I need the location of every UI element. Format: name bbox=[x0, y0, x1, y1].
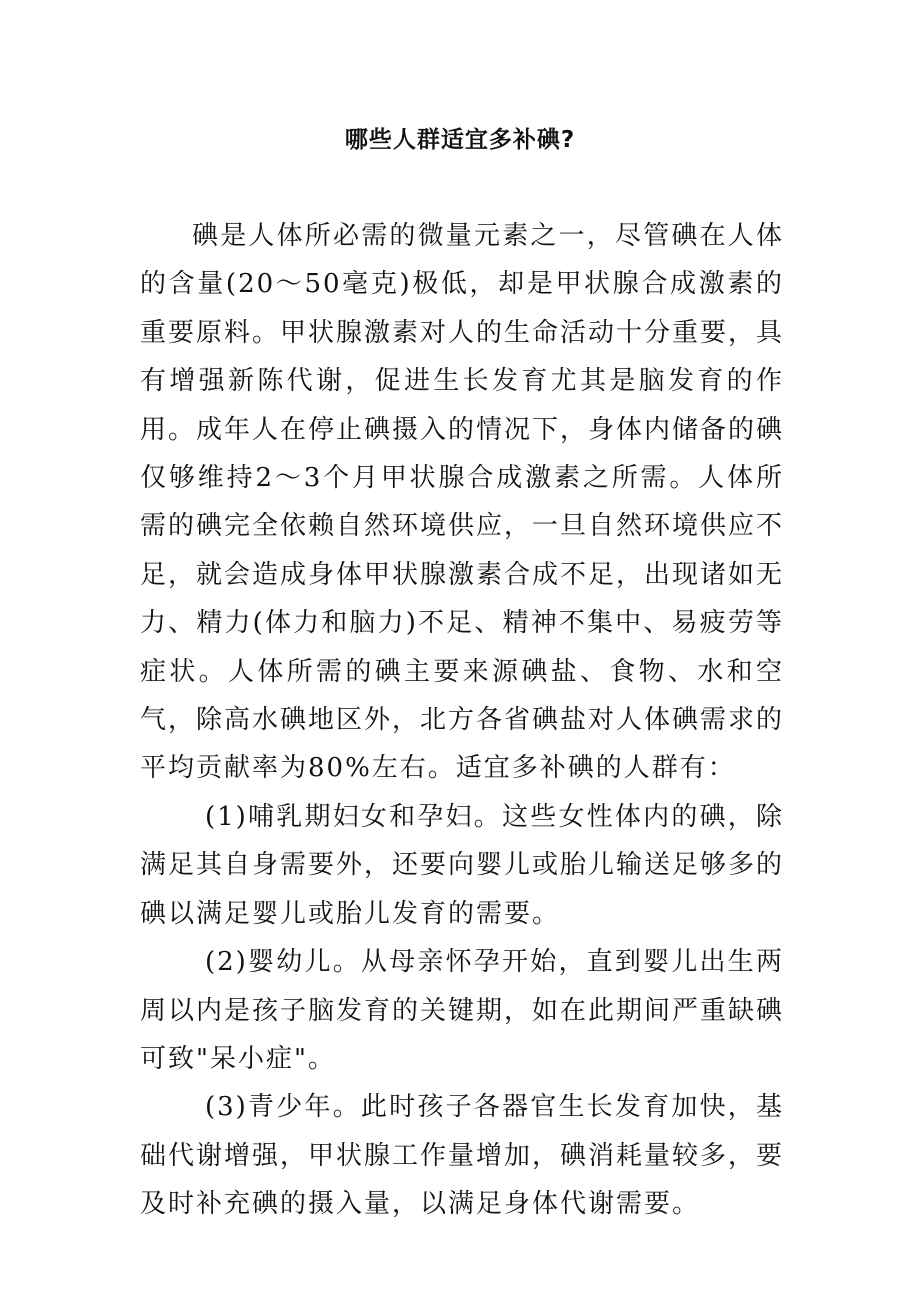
list-item-teenagers: (3)青少年。此时孩子各器官生长发育加快，基础代谢增强，甲状腺工作量增加，碘消耗量较多，要及时补充碘的摄入量，以满足身体代谢需要。 bbox=[140, 1092, 785, 1220]
document-title: 哪些人群适宜多补碘? bbox=[344, 127, 576, 153]
list-item-infants: (2)婴幼儿。从母亲怀孕开始，直到婴儿出生两周以内是孩子脑发育的关键期，如在此期间严重缺碘可致"呆小症"。 bbox=[140, 947, 785, 1074]
list-item-pregnant-women: (1)哺乳期妇女和孕妇。这些女性体内的碘，除满足其自身需要外，还要向婴儿或胎儿输送足够多的碘以满足婴儿或胎儿发育的需要。 bbox=[140, 801, 785, 929]
intro-paragraph: 碘是人体所必需的微量元素之一，尽管碘在人体的含量(20～50毫克)极低，却是甲状腺合成激素的重要原料。甲状腺激素对人的生命活动十分重要，具有增强新陈代谢，促进生长发育尤其是脑发育的作用。成年人在停止碘摄入的情况下，身体内储备的碘仅够维持2～3个月甲状腺合成激素之所需。人体所需的碘完全依赖自然环境供应，一旦自然环境供应不足，就会造成身体甲状腺激素合成不足，出现诸如无力、精力(体力和脑力)不足、精神不集中、易疲劳等症状。人体所需的碘主要来源碘盐、食物、水和空气，除高水碘地区外，北方各省碘盐对人体碘需求的平均贡献率为80%左右。适宜多补碘的人群有： bbox=[140, 221, 785, 784]
document-body bbox=[140, 212, 784, 1229]
